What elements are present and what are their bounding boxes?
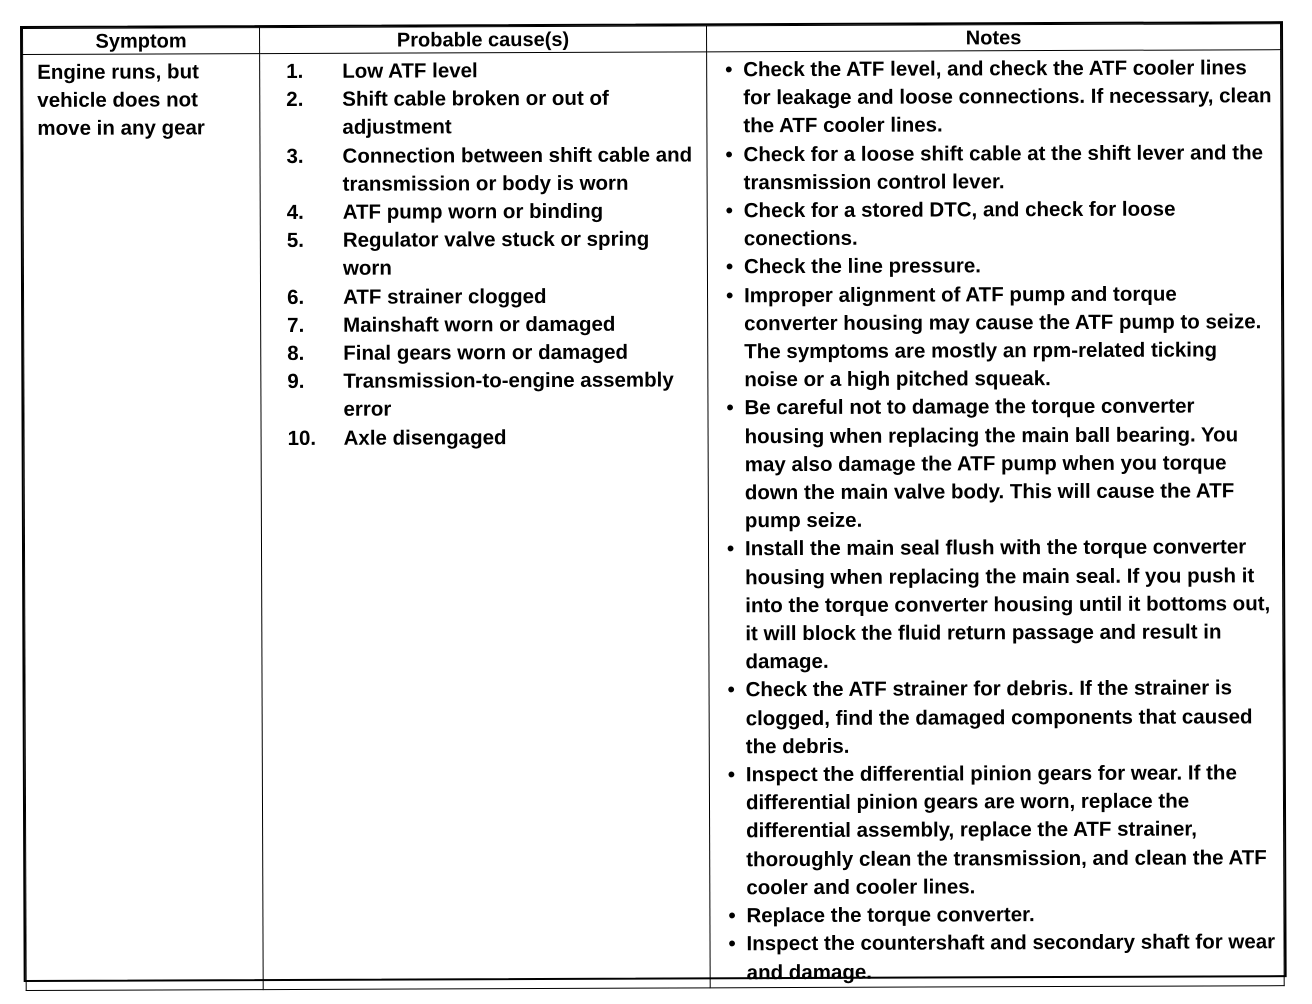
cause-number: 6.: [286, 285, 305, 309]
causes-cell: [260, 52, 711, 989]
note-text: Inspect the countershaft and secondary shaft for wear and damage.: [746, 930, 1276, 984]
note-text: Check the ATF strainer for debris. If the strainer is clogged, find the damaged components that caused the debris.: [745, 676, 1253, 759]
note-text: Inspect the differential pinion gears for wear. If the differential pinion gears are worn, replace the differential assembly, replace the ATF strainer, thoroughly clean the transmission, and clean the ATF cooler and cooler lines.: [745, 761, 1267, 900]
cause-text: Final gears worn or damaged: [343, 340, 629, 365]
table-row: [23, 50, 1285, 991]
symptom-text: Engine runs, but vehicle does not move in any gear: [37, 60, 205, 141]
cause-item: [283, 310, 699, 340]
troubleshooting-table-frame: [20, 21, 1287, 982]
cause-item: [282, 85, 698, 143]
cause-item: [284, 423, 700, 453]
bullet-icon: •: [728, 904, 736, 928]
note-item: [726, 280, 1275, 395]
cause-number: 10.: [287, 426, 317, 450]
cause-item: [283, 226, 699, 284]
bullet-icon: •: [725, 58, 733, 82]
cause-number: 9.: [287, 370, 305, 394]
note-text: Be careful not to damage the torque converter housing when replacing the main ball bearing. You may also damage the ATF pump when you torque down the main valve body. This will cause the ATF pump seize.: [744, 394, 1239, 533]
cause-item: [283, 338, 699, 368]
cause-number: 7.: [287, 313, 305, 337]
cause-text: Axle disengaged: [343, 425, 507, 450]
troubleshooting-table: [22, 23, 1285, 991]
cause-text: Connection between shift cable and transmission or body is worn: [342, 143, 693, 196]
bullet-icon: •: [728, 932, 736, 956]
bullet-icon: •: [725, 283, 734, 307]
bullet-icon: •: [725, 142, 733, 166]
bullet-icon: •: [725, 199, 733, 223]
cause-text: ATF strainer clogged: [342, 284, 547, 309]
cause-text: ATF pump worn or binding: [342, 199, 604, 224]
note-item: [725, 139, 1274, 198]
cause-text: Low ATF level: [342, 59, 478, 83]
note-item: [728, 675, 1277, 762]
note-item: [728, 900, 1277, 930]
header-notes: Notes: [707, 24, 1281, 52]
bullet-icon: •: [725, 255, 734, 279]
note-item: [726, 195, 1275, 254]
cause-text: Mainshaft worn or damaged: [343, 312, 616, 337]
cause-item: [282, 56, 698, 86]
cause-text: Regulator valve stuck or spring worn: [342, 227, 650, 281]
causes-list: [260, 52, 708, 453]
notes-cell: [707, 50, 1285, 988]
note-item: [726, 393, 1276, 536]
header-symptom: Symptom: [23, 28, 260, 55]
note-item: [728, 928, 1277, 987]
cause-number: 8.: [287, 341, 305, 366]
note-text: Check for a stored DTC, and check for loose conections.: [743, 197, 1176, 251]
cause-number: 3.: [286, 144, 304, 168]
note-text: Replace the torque converter.: [746, 903, 1035, 928]
header-probable-causes: Probable cause(s): [260, 26, 707, 54]
note-text: Install the main seal flush with the torque converter housing when replacing the main seal. If you push it into the torque converter housing until it bottoms out, it will block the fluid return passage and result in damage.: [744, 535, 1271, 674]
cause-item: [283, 367, 699, 425]
notes-list: [707, 50, 1284, 987]
cause-number: 5.: [286, 229, 304, 253]
cause-number: 2.: [286, 88, 304, 112]
bullet-icon: •: [726, 537, 735, 561]
cause-text: Shift cable broken or out of adjustment: [342, 86, 609, 140]
note-text: Check the line pressure.: [743, 254, 981, 279]
bullet-icon: •: [726, 396, 734, 420]
note-text: Check the ATF level, and check the ATF cooler lines for leakage and loose connections. If necessary, clean the ATF cooler lines.: [743, 56, 1272, 138]
note-item: [728, 759, 1278, 902]
bullet-icon: •: [727, 678, 735, 702]
note-text: Improper alignment of ATF pump and torque converter housing may cause the ATF pump to seize. The symptoms are mostly an rpm-related ticking noise or a high pitched squeak.: [743, 282, 1262, 392]
note-item: [727, 534, 1277, 677]
cause-item: [283, 282, 699, 312]
bullet-icon: •: [727, 763, 736, 787]
symptom-cell: [23, 54, 264, 991]
cause-number: 4.: [286, 200, 304, 224]
cause-text: Transmission-to-engine assembly error: [343, 368, 674, 422]
cause-item: [282, 141, 698, 199]
note-item: [726, 252, 1275, 282]
note-item: [725, 54, 1274, 141]
cause-item: [283, 197, 699, 227]
cause-number: 1.: [286, 59, 304, 83]
note-text: Check for a loose shift cable at the shift lever and the transmission control lever.: [743, 140, 1264, 195]
